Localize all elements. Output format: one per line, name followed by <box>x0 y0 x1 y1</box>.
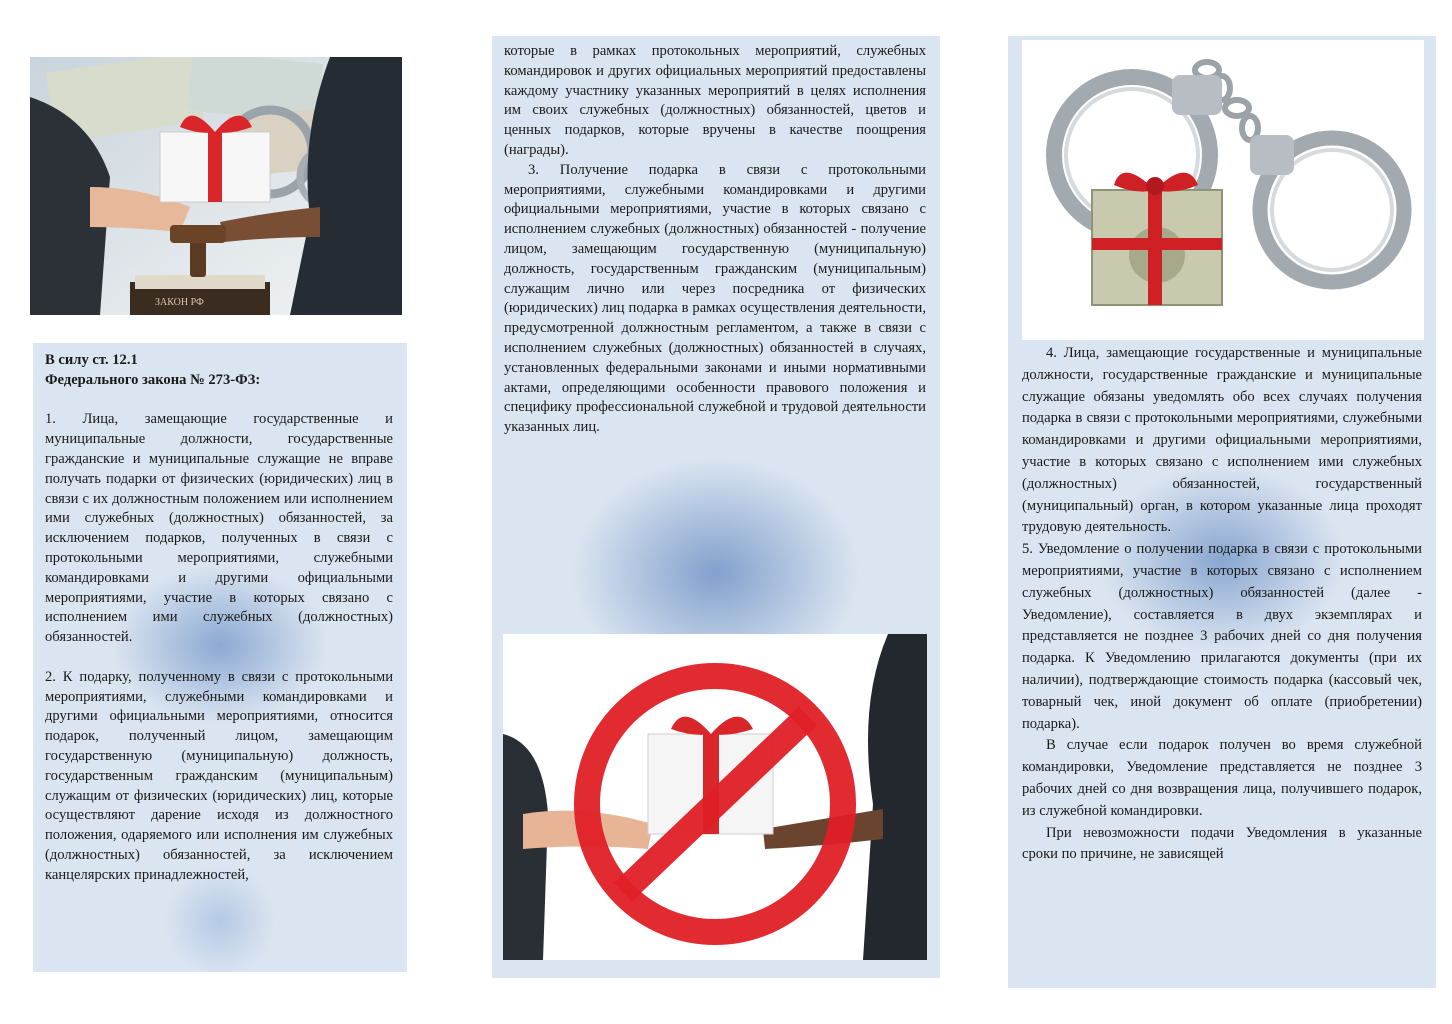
item-4-paragraph: 4. Лица, замещающие государственные и муниципальные должности, государственные гражданские и муниципальные служащие обязаны уведомлять обо всех случаях получения подарка в связи с протокольными мероприятиями, служебными командировками и другими официальными мероприятиями, участие в которых связано с исполнением ими служебных (должностных) обязанностей, государственный (муниципальный) орган, в котором указанные лица проходят трудовую деятельность. <box>1022 345 1422 536</box>
right-column-text <box>1022 343 1422 866</box>
law-name-heading: Федерального закона № 273-ФЗ: <box>45 371 261 388</box>
prohibited-gift-photo <box>503 634 927 960</box>
middle-column-text <box>504 42 926 438</box>
item-3-paragraph: 3. Получение подарка в связи с протокольными мероприятиями, служебными командировками и другими официальными мероприятиями, участие в которых связано с исполнением служебных (должностных) обязанностей - получение лицом, замещающим государственную (муниципальную) должность, государственным гражданским (муниципальным) служащим лично или через посредника от физических (юридических) лиц подарка в рамках осуществления деятельности, предусмотренной должностным регламентом, а также в связи с исполнением служебных (должностных) обязанностей в случаях, установленных федеральными законами и иными нормативными актами, определяющими особенности правового положения и специфику профессиональной служебной и трудовой деятельности указанных лиц. <box>504 161 926 436</box>
item-5-paragraph: 5. Уведомление о получении подарка в связи с протокольными мероприятиями, участие в которых связано с исполнением служебных (должностных) обязанностей (далее - Уведомление), составляется в двух экземплярах и представляется не позднее 3 рабочих дней со дня получения подарка. К Уведомлению прилагаются документы (при их наличии), подтверждающие стоимость подарка (кассовый чек, товарный чек, иной документ об оплате (приобретении) подарка). <box>1022 541 1422 732</box>
impossibility-paragraph: При невозможности подачи Уведомления в указанные сроки по причине, не зависящей <box>1022 824 1422 863</box>
item-2-paragraph: 2. К подарку, полученному в связи с протокольными мероприятиями, служебными командировками и другими официальными мероприятиями, относится подарок, полученный лицом, замещающим государственную (муниципальную) должность, государственным гражданским (муниципальным) служащим от физических (юридических) лиц, которые осуществляют дарение исходя из должностного положения, одаряемого или исполнения им служебных (должностных) обязанностей, за исключением канцелярских принадлежностей, <box>45 668 393 883</box>
gift-handover-photo <box>30 57 402 315</box>
law-reference-heading: В силу ст. 12.1 <box>45 352 138 368</box>
business-trip-paragraph: В случае если подарок получен во время служебной командировки, Уведомление представляется не позднее 3 рабочих дней со дня возвращения лица, получившего подарок, из служебной командировки. <box>1022 737 1422 819</box>
money-gift-handcuffs-photo <box>1022 40 1424 340</box>
left-column-text <box>45 351 393 886</box>
item-2-continuation-paragraph: которые в рамках протокольных мероприятий, служебных командировок и других официальных мероприятий предоставлены каждому участнику указанных мероприятий в целях исполнения им своих служебных (должностных) обязанностей, цветов и ценных подарков, которые вручены в качестве поощрения (награды). <box>504 43 926 158</box>
law-book-label: ЗАКОН РФ <box>155 297 204 308</box>
item-1-paragraph: 1. Лица, замещающие государственные и муниципальные должности, государственные гражданские и муниципальные служащие не вправе получать подарки от физических (юридических) лиц в связи с их должностным положением или исполнением ими служебных (должностных) обязанностей, за исключением подарков, полученных в связи с протокольными мероприятиями, служебными командировками и другими официальными мероприятиями, участие в которых связано с исполнением ими служебных (должностных) обязанностей. <box>45 411 393 646</box>
